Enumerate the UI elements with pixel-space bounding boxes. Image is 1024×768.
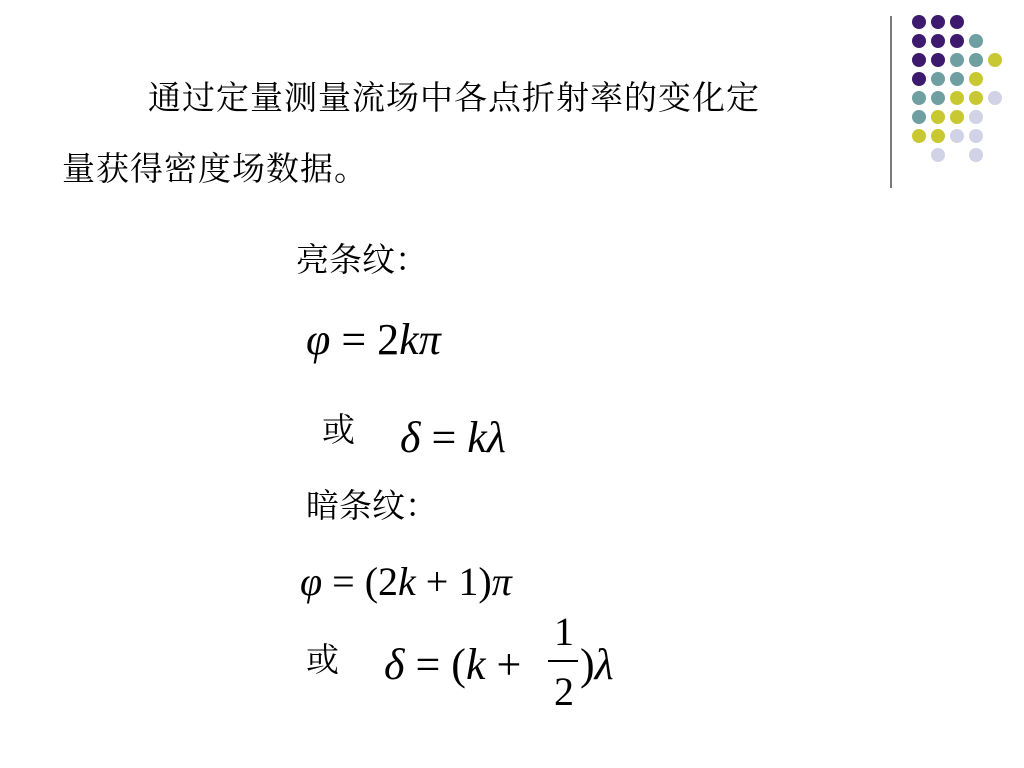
decorative-dot — [931, 15, 945, 29]
decorative-dot — [969, 129, 983, 143]
fraction-numerator: 1 — [554, 609, 574, 654]
equals-sign: = — [332, 559, 355, 604]
intro-text-line1: 通过定量测量流场中各点折射率的变化定 — [148, 78, 760, 117]
decorative-dot — [969, 34, 983, 48]
decorative-dot — [969, 110, 983, 124]
bright-phase-equation — [306, 315, 441, 364]
decorative-dot — [969, 91, 983, 105]
decorative-dot — [950, 129, 964, 143]
decorative-dot — [969, 53, 983, 67]
pi-symbol: π — [418, 315, 441, 364]
k-symbol: k — [467, 413, 487, 462]
equals-sign: = — [431, 413, 457, 462]
decorative-dot — [950, 72, 964, 86]
delta-symbol: δ — [384, 640, 405, 689]
equals-sign: = — [415, 640, 441, 689]
decorative-dot — [912, 91, 926, 105]
fraction-denominator: 2 — [554, 669, 574, 714]
equals-sign: = — [341, 315, 367, 364]
open-paren: ( — [451, 640, 466, 689]
decorative-divider-line — [890, 16, 892, 188]
decorative-dot — [931, 72, 945, 86]
k-symbol: k — [398, 559, 416, 604]
decorative-dot — [912, 15, 926, 29]
dark-or-label: 或 — [306, 640, 339, 679]
decorative-dot — [950, 91, 964, 105]
plus-sign: + — [425, 559, 449, 604]
decorative-dot — [931, 129, 945, 143]
decorative-dot — [931, 110, 945, 124]
decorative-dot — [912, 110, 926, 124]
close-paren: ) — [580, 640, 595, 689]
fraction-bar — [548, 660, 578, 662]
decorative-dot — [931, 34, 945, 48]
dark-phase-equation — [300, 559, 512, 604]
intro-text-line2: 量获得密度场数据。 — [62, 149, 368, 188]
dark-path-equation-tail — [580, 640, 614, 689]
decorative-dot — [912, 129, 926, 143]
decorative-dot — [912, 72, 926, 86]
k-symbol: k — [465, 640, 486, 689]
decorative-dot — [931, 91, 945, 105]
open-paren-coefficient: (2 — [364, 559, 399, 604]
decorative-dot — [912, 53, 926, 67]
bright-or-label: 或 — [322, 410, 355, 449]
k-symbol: k — [399, 315, 419, 364]
coefficient: 2 — [377, 315, 400, 364]
decorative-dot — [988, 91, 1002, 105]
decorative-dot — [912, 34, 926, 48]
lambda-symbol: λ — [486, 413, 506, 462]
decorative-dot — [969, 148, 983, 162]
lambda-symbol: λ — [594, 640, 614, 689]
decorative-dot — [950, 53, 964, 67]
decorative-dot — [950, 110, 964, 124]
plus-sign: + — [496, 640, 522, 689]
pi-symbol: π — [491, 559, 512, 604]
dark-fringe-title: 暗条纹： — [306, 486, 438, 525]
bright-fringe-title: 亮条纹： — [296, 240, 428, 279]
phi-symbol: φ — [300, 559, 323, 604]
bright-path-equation — [400, 413, 506, 462]
decorative-dot — [950, 34, 964, 48]
decorative-dot — [969, 72, 983, 86]
decorative-dot — [931, 53, 945, 67]
phi-symbol: φ — [306, 315, 331, 364]
delta-symbol: δ — [400, 413, 421, 462]
dark-path-equation — [384, 640, 522, 689]
decorative-dot — [931, 148, 945, 162]
decorative-dot — [950, 15, 964, 29]
decorative-dot — [988, 53, 1002, 67]
one-close-paren: 1) — [458, 559, 492, 604]
